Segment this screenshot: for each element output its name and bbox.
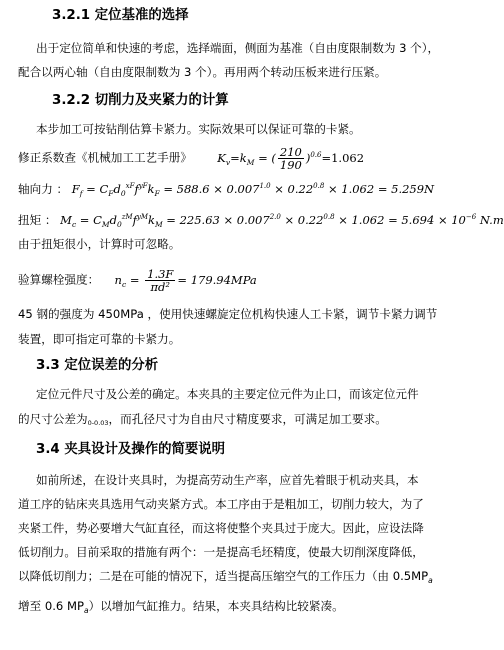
paragraph-line: 定位元件尺寸及公差的确定。本夹具的主要定位元件为止口，而该定位元件 <box>36 387 419 401</box>
tolerance-value: 0-0.03 <box>87 419 109 427</box>
axial-force-label: 轴向力 ： <box>18 182 69 196</box>
paragraph-line: 装置，即可指定可靠的卡紧力。 <box>18 332 181 346</box>
bolt-strength-label: 验算螺栓强度： <box>18 272 100 287</box>
paragraph-line: 本步加工可按钻削估算卡紧力。实际效果可以保证可靠的卡紧。 <box>36 122 361 136</box>
paragraph-line: 低切削力。目前采取的措施有两个：一是提高毛坯精度，使最大切削深度降低， <box>18 545 424 559</box>
section-heading-3-3: 3.3 定位误差的分析 <box>36 358 159 373</box>
bolt-strength-formula: $n_c$ = $\frac{1.3F}{\text{πd²}}$ = 179.94MPa <box>114 267 257 294</box>
coefficient-line <box>18 146 364 171</box>
paragraph-line: 夹紧工件，势必要增大气缸直径，而这将使整个夹具过于庞大。因此，应设法降 <box>18 521 424 535</box>
torque-line <box>18 209 504 233</box>
paragraph-line: 45 钢的强度为 450MPa ，使用快速螺旋定位机构快速人工卡紧，调节卡紧力调节 <box>18 307 438 321</box>
paragraph-line: 如前所述，在设计夹具时，为提高劳动生产率，应首先着眼于机动夹具，本 <box>36 473 419 487</box>
bolt-strength-line <box>18 268 257 293</box>
torque-note: 由于扭矩很小，计算时可忽略。 <box>18 237 181 251</box>
axial-force-formula: $F_f = C_Fd_0^{xF}f^{yF}k_F = 588.6 \times 0.007^{1.0} \times 0.22^{0.8} \times 1.062 = 5.259N$ <box>71 182 435 198</box>
section-heading-3-2-2: 3.2.2 切削力及夹紧力的计算 <box>52 93 229 108</box>
paragraph-line: 配合以两心轴（自由度限制数为 3 个）。再用两个转动压板来进行压紧。 <box>18 65 387 79</box>
torque-label: 扭矩 ： <box>18 213 57 227</box>
coefficient-label: 修正系数查《机械加工工艺手册》 <box>18 150 192 165</box>
paragraph-line: 出于定位简单和快速的考虑，选择端面，侧面为基准（自由度限制数为 3 个）， <box>36 41 440 55</box>
torque-formula: $M_c = C_Md_0^{zM}f^{yM}k_M = 225.63 \times 0.007^{2.0} \times 0.22^{0.8} \times 1.062 = 5.694 \times 10^{-6}$ N.m <box>60 213 504 229</box>
paragraph-line: 的尺寸公差为0-0.03，而孔径尺寸为自由尺寸精度要求，可满足加工要求。 <box>18 412 387 427</box>
axial-force-line <box>18 178 434 202</box>
section-heading-3-4: 3.4 夹具设计及操作的简要说明 <box>36 442 226 457</box>
section-heading-3-2-1: 3.2.1 定位基准的选择 <box>52 8 189 23</box>
paragraph-line: 增至 0.6 $MP_a$）以增加气缸推力。结果，本夹具结构比较紧凑。 <box>18 599 344 615</box>
paragraph-line: 以降低切削力；二是在可能的情况下，适当提高压缩空气的工作压力（由 $0.5MP_a$ <box>18 569 433 585</box>
coefficient-formula: $K_v=k_M$ = ( $\frac{210}{190}$ )$^{0.6}$=1.062 <box>217 145 365 172</box>
paragraph-line: 道工序的钻床夹具选用气动夹紧方式。本工序由于是粗加工，切削力较大，为了 <box>18 497 424 511</box>
